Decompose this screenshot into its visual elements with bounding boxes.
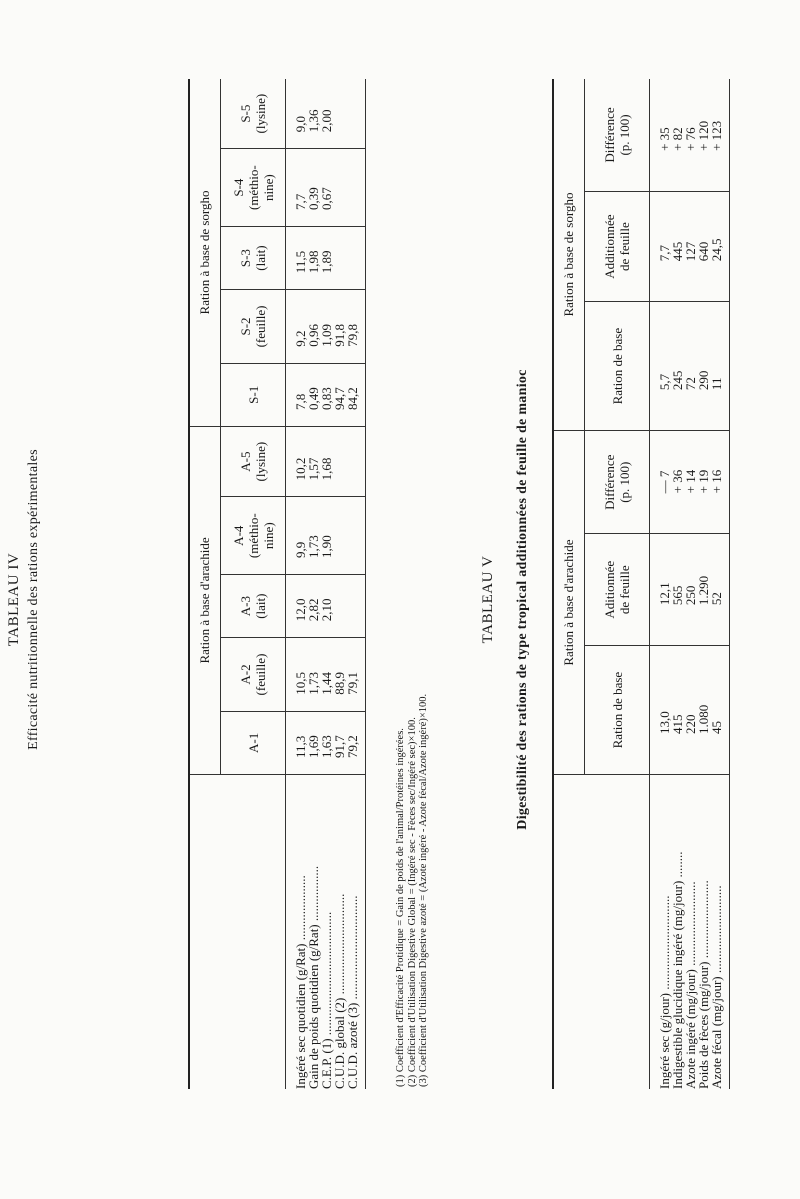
cell-line: 565 (670, 585, 685, 606)
cell-line: + 36 (670, 469, 685, 494)
cell-line: A-1 (245, 732, 261, 753)
cell-line: + 35 (657, 127, 672, 151)
cell-line: (méthio- (245, 165, 261, 211)
group-sorgho: Ration à base de sorgho (189, 79, 221, 426)
row-label: Ingéré sec (g/jour) ............................. (657, 895, 672, 1089)
cell-line: 445 (670, 241, 685, 262)
cell-line: 72 (683, 377, 698, 391)
cell-line: 24,5 (709, 238, 724, 262)
data-cell (650, 534, 730, 646)
cell-line: de feuille (617, 222, 632, 271)
row-label: Ingéré sec quotidien (g/Rat) .................... (293, 875, 308, 1089)
cell-line: 94,7 (332, 387, 347, 410)
cell-line: S-3 (238, 249, 253, 268)
row-label-header (189, 775, 286, 1090)
row-label: Gain de poids quotidien (g/Rat) ................. (306, 865, 321, 1089)
group-arachide: Ration à base d'arachide (553, 431, 585, 775)
data-cell (286, 363, 366, 426)
cell-line: 45 (709, 721, 724, 734)
cell-line: 1,90 (319, 535, 334, 559)
row-label: Azote ingéré (mg/jour) .......................... (683, 881, 698, 1089)
footnote: (2) Coefficient d'Utilisation Digestive Global = (Ingéré sec - Fèces sec/Ingéré sec)×100. (406, 717, 418, 1087)
cell-line: (feuille) (253, 653, 268, 696)
cell-line: (p. 100) (617, 114, 632, 156)
data-cell (286, 226, 366, 289)
data-cell (650, 646, 730, 775)
cell-line: 0,49 (306, 387, 321, 410)
cell-line: 220 (683, 714, 698, 734)
cell-line: 1,09 (319, 323, 334, 347)
row-label-header (553, 775, 650, 1090)
cell-line: A-3 (238, 596, 253, 617)
cell-line: + 19 (696, 469, 711, 494)
cell-line: 9,0 (293, 116, 308, 133)
cell-line: 127 (683, 241, 698, 262)
cell-line: 415 (670, 714, 685, 734)
cell-line: 12,1 (657, 582, 672, 606)
tableau-iv-notes (395, 694, 430, 1087)
cell-line: 52 (709, 592, 724, 606)
cell-line: 11,5 (293, 250, 308, 274)
cell-line: 1,98 (306, 250, 321, 274)
data-cell (286, 575, 366, 638)
cell-line: (feuille) (253, 305, 268, 348)
cell-line: S-5 (238, 104, 253, 123)
cell-line: 1,57 (306, 457, 321, 481)
cell-line: 1,63 (319, 735, 334, 758)
cell-line: 1,36 (306, 109, 321, 133)
data-cell (286, 290, 366, 364)
data-cell (286, 497, 366, 575)
cell-line: 0,83 (319, 387, 334, 410)
col-header (221, 226, 286, 289)
cell-line: 290 (696, 370, 711, 391)
cell-line: 9,2 (293, 330, 308, 347)
data-cell (650, 79, 730, 191)
cell-line: 11 (709, 377, 724, 391)
cell-line: 5,7 (657, 373, 672, 391)
cell-line: 84,2 (345, 387, 360, 410)
row-labels (286, 775, 366, 1090)
cell-line: 0,96 (306, 323, 321, 347)
tableau-iv-title: TABLEAU IV (6, 552, 22, 647)
cell-line: + 82 (670, 127, 685, 151)
cell-line: nine) (260, 522, 276, 550)
cell-line: (méthio- (245, 513, 261, 559)
cell-line: + 76 (683, 127, 698, 151)
cell-line: 1,68 (319, 457, 334, 481)
row-label: C.U.D. global (2) ............................... (332, 893, 347, 1089)
cell-line: 88,9 (332, 672, 347, 695)
group-arachide: Ration à base d'arachide (189, 426, 221, 774)
cell-line: Additionnée (602, 214, 617, 279)
col-header (221, 426, 286, 496)
row-label: Poids de fèces (mg/jour) ........................ (696, 880, 711, 1089)
tableau-iv-subtitle: Efficacité nutritionnelle des rations expérimentales (26, 449, 41, 750)
cell-line: A-2 (238, 664, 253, 685)
cell-line: — 7 (657, 470, 672, 494)
cell-line: + 123 (709, 120, 724, 151)
cell-line: 13,0 (657, 711, 672, 734)
cell-line: 245 (670, 370, 685, 391)
tableau-v-subtitle: Digestibilité des rations de type tropical additionnées de feuille de manioc (515, 369, 530, 830)
cell-line: 1,69 (306, 735, 321, 758)
cell-line: 91,8 (332, 323, 347, 347)
row-label: C.E.P. (1) ...................................... (319, 911, 334, 1089)
cell-line: 79,8 (345, 323, 360, 347)
col-header (221, 575, 286, 638)
cell-line: 640 (696, 241, 711, 262)
cell-line: Ration de base (609, 671, 625, 749)
tableau-iv-table (188, 79, 366, 1089)
cell-line: + 120 (696, 120, 711, 151)
cell-line: Différence (602, 107, 617, 163)
data-cell (650, 302, 730, 431)
cell-line: Différence (602, 454, 617, 510)
col-header (585, 646, 650, 775)
cell-line: nine) (260, 174, 276, 201)
col-header (585, 534, 650, 646)
tableau-v-title: TABLEAU V (480, 555, 496, 644)
cell-line: 79,1 (345, 672, 360, 695)
cell-line: 2,00 (319, 109, 334, 133)
col-header (221, 290, 286, 364)
cell-line: 2,10 (319, 598, 334, 622)
col-header (221, 497, 286, 575)
cell-line: 1,73 (306, 672, 321, 695)
cell-line: 1.080 (696, 704, 711, 734)
cell-line: S-2 (238, 317, 253, 336)
cell-line: 7,7 (293, 193, 308, 210)
tableau-v-table (552, 79, 730, 1089)
col-header (221, 363, 286, 426)
row-labels (650, 775, 730, 1090)
cell-line: + 16 (709, 469, 724, 494)
data-cell (650, 431, 730, 534)
col-header (221, 711, 286, 774)
cell-line: 2,82 (306, 598, 321, 622)
cell-line: 7,7 (657, 244, 672, 262)
data-cell (286, 711, 366, 774)
col-header (585, 191, 650, 301)
cell-line: 10,5 (293, 672, 308, 695)
cell-line: 250 (683, 585, 698, 606)
cell-line: (lait) (253, 245, 268, 271)
data-cell (650, 191, 730, 301)
cell-line: Aditionnée (602, 560, 617, 619)
cell-line: 1,89 (319, 250, 334, 274)
data-cell (286, 426, 366, 496)
cell-line: (lysine) (253, 93, 268, 134)
cell-line: S-1 (245, 385, 261, 404)
cell-line: A-5 (238, 451, 253, 472)
cell-line: (lait) (253, 593, 268, 619)
cell-line: 7,8 (293, 393, 308, 410)
cell-line: A-4 (230, 525, 246, 546)
cell-line: Ration de base (609, 327, 625, 405)
cell-line: (lysine) (253, 441, 268, 482)
cell-line: 9,9 (293, 541, 308, 559)
row-label: C.U.D. azoté (3) ................................ (345, 895, 360, 1089)
cell-line: (p. 100) (617, 461, 632, 503)
cell-line: 10,2 (293, 457, 308, 481)
row-label: Indigestible glucidique ingéré (mg/jour) ........ (670, 851, 685, 1089)
data-cell (286, 638, 366, 712)
col-header (585, 79, 650, 191)
group-sorgho: Ration à base de sorgho (553, 79, 585, 431)
cell-line: 0,67 (319, 187, 334, 210)
col-header (585, 431, 650, 534)
footnote: (1) Coefficient d'Efficacité Protidique = Gain de poids de l'animal/Protéines ingérées. (395, 728, 406, 1087)
cell-line: 0,39 (306, 187, 321, 210)
cell-line: S-4 (230, 178, 246, 197)
col-header (221, 638, 286, 712)
cell-line: 1,44 (319, 672, 334, 695)
row-label: Azote fécal (mg/jour) ........................... (709, 885, 724, 1089)
col-header (585, 302, 650, 431)
data-cell (286, 149, 366, 227)
footnote: (3) Coefficient d'Utilisation Digestive azoté = (Azote ingéré - Azote fécal/Azote ingéré)×100. (418, 693, 429, 1087)
cell-line: 91,7 (332, 735, 347, 758)
cell-line: 1,73 (306, 535, 321, 559)
data-cell (286, 79, 366, 149)
cell-line: + 14 (683, 469, 698, 494)
cell-line: 1.290 (696, 575, 711, 606)
col-header (221, 79, 286, 149)
cell-line: de feuille (617, 565, 632, 615)
cell-line: 12,0 (293, 598, 308, 622)
col-header (221, 149, 286, 227)
cell-line: 11,3 (293, 735, 308, 758)
cell-line: 79,2 (345, 735, 360, 758)
